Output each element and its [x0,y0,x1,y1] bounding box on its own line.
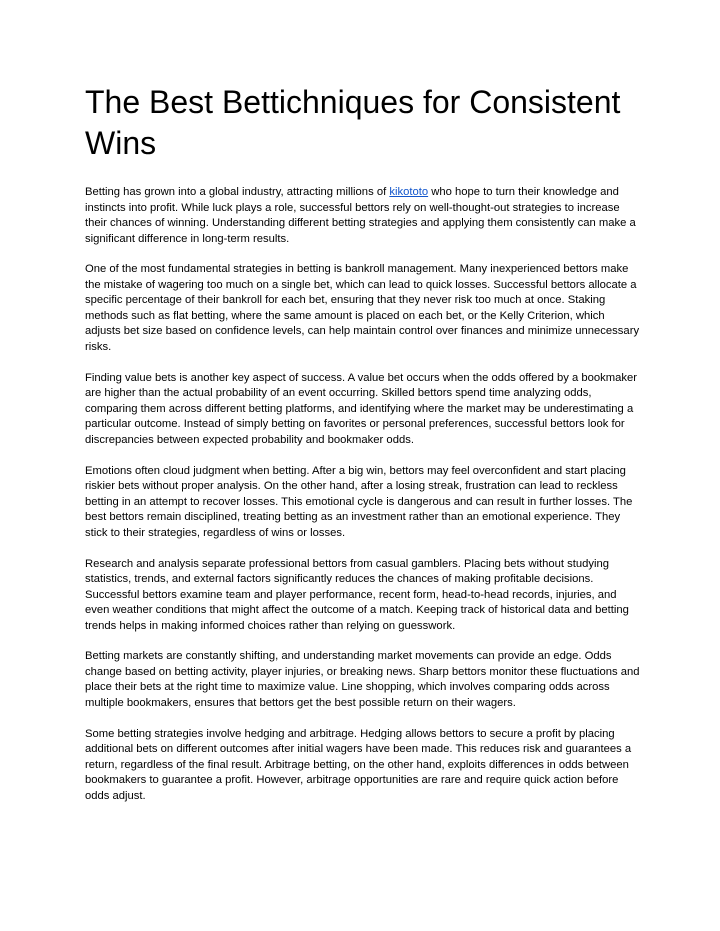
paragraph-hedging-arbitrage: Some betting strategies involve hedging and arbitrage. Hedging allows bettors to secure a profit by placing additional bets on different outcomes after initial wagers have been made. This reduces risk and guarantees a return, regardless of the final result. Arbitrage betting, on the other hand, exploits differences in odds between bookmakers to guarantee a profit. However, arbitrage opportunities are rare and require quick action before odds adjust. [85,727,632,802]
document-title: The Best Bettichniques for Consistent Wins [85,84,621,161]
intro-text-before-link: Betting has grown into a global industry, attracting millions of [85,186,390,198]
document-body [85,185,640,804]
paragraph-market-movements: Betting markets are constantly shifting, and understanding market movements can provide an edge. Odds change based on betting activity, player injuries, or breaking news. Sharp bettors monitor these fluctuations and place their bets at the right time to maximize value. Line shopping, which involves comparing odds across multiple bookmakers, ensures that bettors get the best possible return on their wagers. [85,650,640,709]
intro-paragraph [85,185,640,247]
paragraph-value-bets: Finding value bets is another key aspect of success. A value bet occurs when the odds offered by a bookmaker are higher than the actual probability of an event occurring. Skilled bettors spend time analyzing odds, comparing them across different betting platforms, and identifying where the market may be underestimating a particular outcome. Instead of simply betting on favorites or personal preferences, successful bettors look for discrepancies between expected probability and bookmaker odds. [85,371,637,446]
intro-text-after-link: who hope to turn their knowledge and instincts into profit. While luck plays a role, successful bettors rely on well-thought-out strategies to increase their chances of winning. Understanding different betting strategies and applying them consistently can make a significant difference in long-term results. [85,186,636,245]
paragraph-research-analysis: Research and analysis separate professional bettors from casual gamblers. Placing bets without studying statistics, trends, and external factors significantly reduces the chances of making profitable decisions. Successful bettors examine team and player performance, recent form, head-to-head records, injuries, and even weather conditions that might affect the outcome of a match. Keeping track of historical data and betting trends helps in making informed choices rather than relying on guesswork. [85,557,629,632]
paragraph-bankroll-management: One of the most fundamental strategies in betting is bankroll management. Many inexperienced bettors make the mistake of wagering too much on a single bet, which can lead to quick losses. Successful bettors allocate a specific percentage of their bankroll for each bet, ensuring that they never risk too much at once. Staking methods such as flat betting, where the same amount is placed on each bet, or the Kelly Criterion, which adjusts bet size based on confidence levels, can help maintain control over finances and minimize unnecessary risks. [85,263,640,353]
kikototo-link[interactable]: kikototo [389,186,429,198]
document-page [85,82,640,820]
paragraph-emotions: Emotions often cloud judgment when betting. After a big win, bettors may feel overconfident and start placing riskier bets without proper analysis. On the other hand, after a losing streak, frustration can lead to reckless betting in an attempt to recover losses. This emotional cycle is dangerous and can result in further losses. The best bettors remain disciplined, treating betting as an investment rather than an emotional experience. They stick to their strategies, regardless of wins or losses. [85,464,633,539]
